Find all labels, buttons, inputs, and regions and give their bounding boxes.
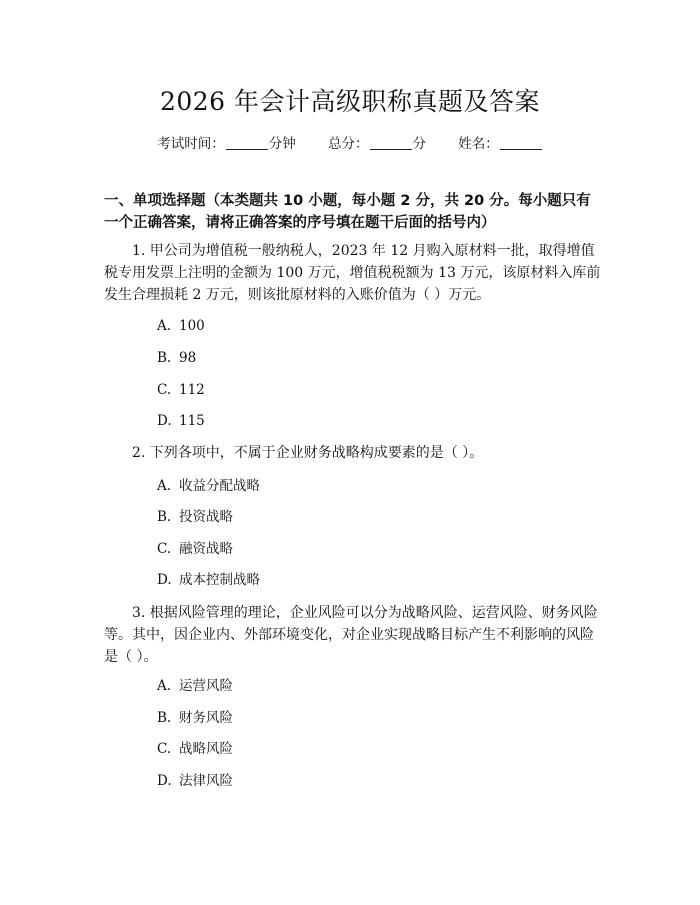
q2-option-d: D. 成本控制战略: [157, 572, 260, 588]
time-unit: 分钟: [268, 136, 296, 152]
question-text: 1. 甲公司为增值税一般纳税人，2023 年 12 月购入原材料一批，取得增值税专用发票上注明的金额为 100 万元，增值税税额为 13 万元，该原材料入库前发生合理损耗 2 万元，则该批原材料的入账价值为（ ）万元。: [104, 243, 601, 303]
page-title: 2026 年会计高级职称真题及答案: [159, 87, 541, 116]
q3-option-d: D. 法律风险: [157, 773, 233, 789]
time-blank: [226, 149, 268, 150]
question-text: 2. 下列各项中，不属于企业财务战略构成要素的是（ ）。: [132, 445, 484, 461]
score-unit: 分: [412, 136, 426, 152]
q1-option-d: D. 115: [157, 413, 205, 429]
q2-option-a: A. 收益分配战略: [157, 478, 260, 494]
q3-option-c: C. 战略风险: [157, 741, 233, 757]
question-3: [104, 602, 604, 668]
question-1: [104, 240, 604, 306]
name-blank: [500, 149, 542, 150]
total-score: [328, 132, 426, 152]
q1-option-c: C. 112: [157, 382, 205, 398]
candidate-name: [458, 132, 543, 152]
name-label: 姓名：: [458, 136, 499, 152]
q2-option-c: C. 融资战略: [157, 541, 233, 557]
section-heading: 一、单项选择题（本类题共 10 小题，每小题 2 分，共 20 分。每小题只有一个正确答案，请将正确答案的序号填在题干后面的括号内）: [104, 193, 591, 231]
exam-time: [157, 132, 296, 152]
q3-option-a: A. 运营风险: [157, 678, 233, 694]
q1-option-b: B. 98: [157, 350, 197, 366]
question-text: 3. 根据风险管理的理论，企业风险可以分为战略风险、运营风险、财务风险等。其中，因企业内、外部环境变化，对企业实现战略目标产生不利影响的风险是（ ）。: [104, 605, 598, 665]
question-2: [104, 442, 604, 464]
q3-option-b: B. 财务风险: [157, 710, 233, 726]
exam-meta: [0, 132, 700, 152]
q2-option-b: B. 投资战略: [157, 509, 233, 525]
time-label: 考试时间：: [157, 136, 225, 152]
q1-option-a: A. 100: [157, 318, 205, 334]
score-blank: [370, 149, 412, 150]
score-label: 总分：: [328, 136, 369, 152]
